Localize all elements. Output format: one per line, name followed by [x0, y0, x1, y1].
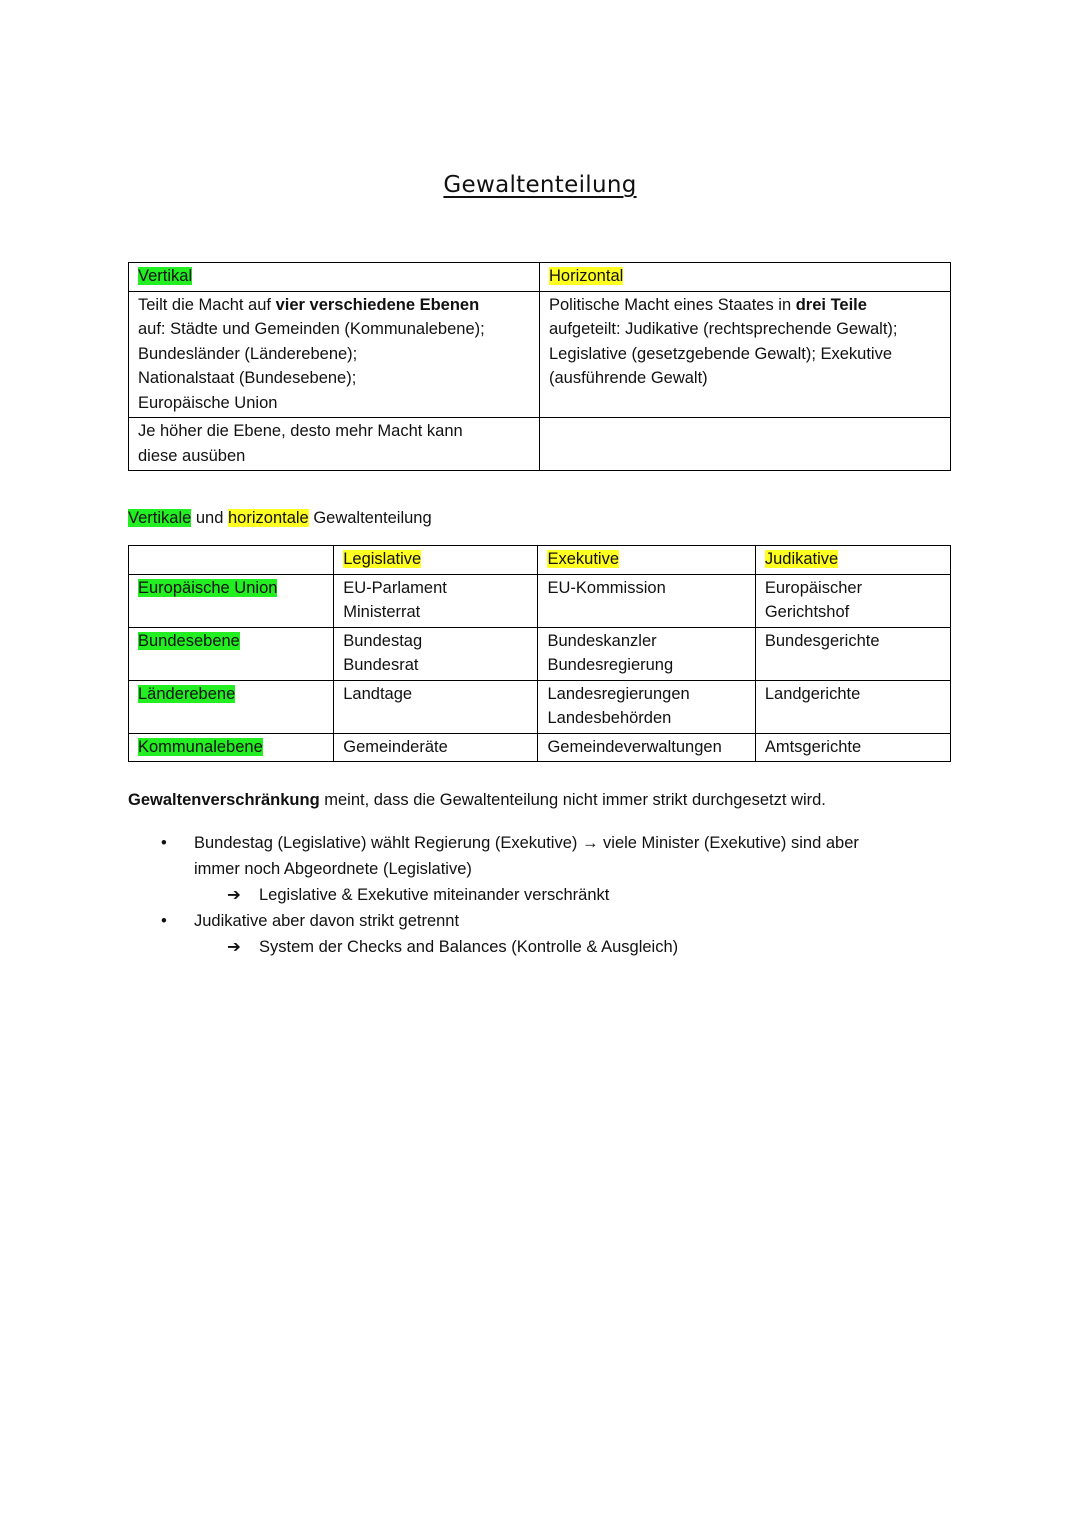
table-row: [129, 574, 951, 627]
table-cell-empty: [129, 546, 334, 575]
section-heading: [128, 506, 432, 530]
level-label: Kommunalebene: [138, 737, 263, 756]
table-cell: [334, 733, 538, 762]
list-subitem-text: Legislative & Exekutive miteinander verschränkt: [259, 886, 610, 904]
cell-text: Je höher die Ebene, desto mehr Macht kann: [138, 422, 463, 440]
header-horizontal: Horizontal: [549, 267, 624, 285]
bullet-icon: •: [161, 834, 167, 852]
cell-text: Landgerichte: [764, 684, 861, 703]
table-cell: [129, 733, 334, 762]
arrow-right-icon: ➔: [227, 886, 241, 904]
list-item-text: immer noch Abgeordnete (Legislative): [194, 860, 472, 878]
table-cell: [334, 574, 538, 627]
heading-text: und: [191, 509, 228, 527]
table-cell: [755, 574, 950, 627]
cell-text: Bundesländer (Länderebene);: [138, 344, 358, 363]
cell-text: Landesregierungen: [547, 684, 690, 703]
term-bold: Gewaltenverschränkung: [128, 791, 320, 809]
page-title: Gewaltenteilung: [443, 172, 637, 198]
table-header-cell: [538, 546, 755, 575]
cell-text: Legislative (gesetzgebende Gewalt); Exekutive: [549, 344, 893, 363]
table-row: [129, 418, 951, 471]
table-cell: [334, 627, 538, 680]
cell-text: EU-Kommission: [547, 578, 666, 597]
cell-text: Gerichtshof: [764, 603, 850, 621]
table-row: [129, 627, 951, 680]
powers-levels-table: [128, 545, 951, 762]
cell-text: Ministerrat: [343, 603, 421, 621]
table-cell: [538, 574, 755, 627]
table-cell: [538, 627, 755, 680]
cell-text: Landesbehörden: [547, 709, 672, 727]
cell-text: auf: Städte und Gemeinden (Kommunalebene);: [138, 320, 485, 338]
cell-text: Landtage: [343, 684, 413, 703]
heading-horizontale: horizontale: [228, 509, 309, 527]
level-label: Länderebene: [138, 684, 236, 703]
table-cell: [755, 627, 950, 680]
table-header-cell: [755, 546, 950, 575]
list-item-text: Judikative aber davon strikt getrennt: [194, 912, 460, 930]
arrow-right-icon: ➔: [227, 938, 241, 956]
list-subitem: [128, 882, 948, 908]
table-cell: [129, 263, 540, 292]
bullet-list: [128, 830, 948, 960]
list-subitem-text: System der Checks and Balances (Kontrolle & Ausgleich): [259, 938, 679, 956]
header-exekutive: Exekutive: [547, 550, 620, 568]
cell-text: EU-Parlament: [343, 578, 447, 597]
table-cell: [538, 680, 755, 733]
table-header-row: [129, 546, 951, 575]
table-cell: [540, 263, 951, 292]
table-row: [129, 733, 951, 762]
cell-text: Gemeinderäte: [343, 737, 448, 756]
table-cell: [755, 733, 950, 762]
table-cell: [755, 680, 950, 733]
level-label: Europäische Union: [138, 578, 278, 597]
header-vertikal: Vertikal: [138, 267, 193, 285]
table-cell: [540, 291, 951, 418]
table-row: [129, 680, 951, 733]
cell-text: Bundestag: [343, 631, 423, 650]
heading-text: Gewaltenteilung: [308, 509, 432, 527]
definition-paragraph: [128, 788, 826, 812]
table-cell: [129, 291, 540, 418]
table-header-cell: [334, 546, 538, 575]
cell-bold-text: vier verschiedene Ebenen: [275, 295, 480, 314]
cell-bold-text: drei Teile: [795, 295, 867, 314]
table-cell: [538, 733, 755, 762]
cell-text: (ausführende Gewalt): [549, 369, 708, 387]
cell-text: Bundesrat: [343, 656, 419, 674]
vertical-horizontal-table: [128, 262, 951, 471]
list-subitem: [128, 934, 948, 960]
cell-text: Bundesgerichte: [764, 631, 880, 650]
table-cell-empty: [540, 418, 951, 471]
cell-text: aufgeteilt: Judikative (rechtsprechende Gewalt);: [549, 320, 898, 338]
table-cell: [334, 680, 538, 733]
level-label: Bundesebene: [138, 631, 240, 650]
cell-text: Bundesregierung: [547, 656, 674, 674]
paragraph-text: meint, dass die Gewaltenteilung nicht immer strikt durchgesetzt wird.: [319, 791, 826, 809]
cell-text: diese ausüben: [138, 446, 246, 465]
header-judikative: Judikative: [764, 550, 839, 568]
list-item: [128, 908, 948, 934]
cell-text: Europäischer: [764, 578, 863, 597]
bullet-icon: •: [161, 912, 167, 930]
table-row: [129, 263, 951, 292]
table-cell: [129, 680, 334, 733]
table-cell: [129, 627, 334, 680]
cell-text: Bundeskanzler: [547, 631, 657, 650]
list-item-text: Bundestag (Legislative) wählt Regierung (Exekutive) → viele Minister (Exekutive) sind aber: [194, 834, 859, 852]
cell-text: Nationalstaat (Bundesebene);: [138, 369, 357, 387]
cell-text: Europäische Union: [138, 393, 278, 412]
cell-text: Gemeindeverwaltungen: [547, 737, 722, 756]
cell-text: Teilt die Macht auf: [138, 295, 276, 314]
cell-text: Politische Macht eines Staates in: [549, 295, 796, 314]
table-cell: [129, 574, 334, 627]
cell-text: Amtsgerichte: [764, 737, 862, 756]
heading-vertikale: Vertikale: [128, 509, 192, 527]
table-cell: [129, 418, 540, 471]
table-row: [129, 291, 951, 418]
header-legislative: Legislative: [343, 550, 422, 568]
list-item: [128, 830, 948, 882]
